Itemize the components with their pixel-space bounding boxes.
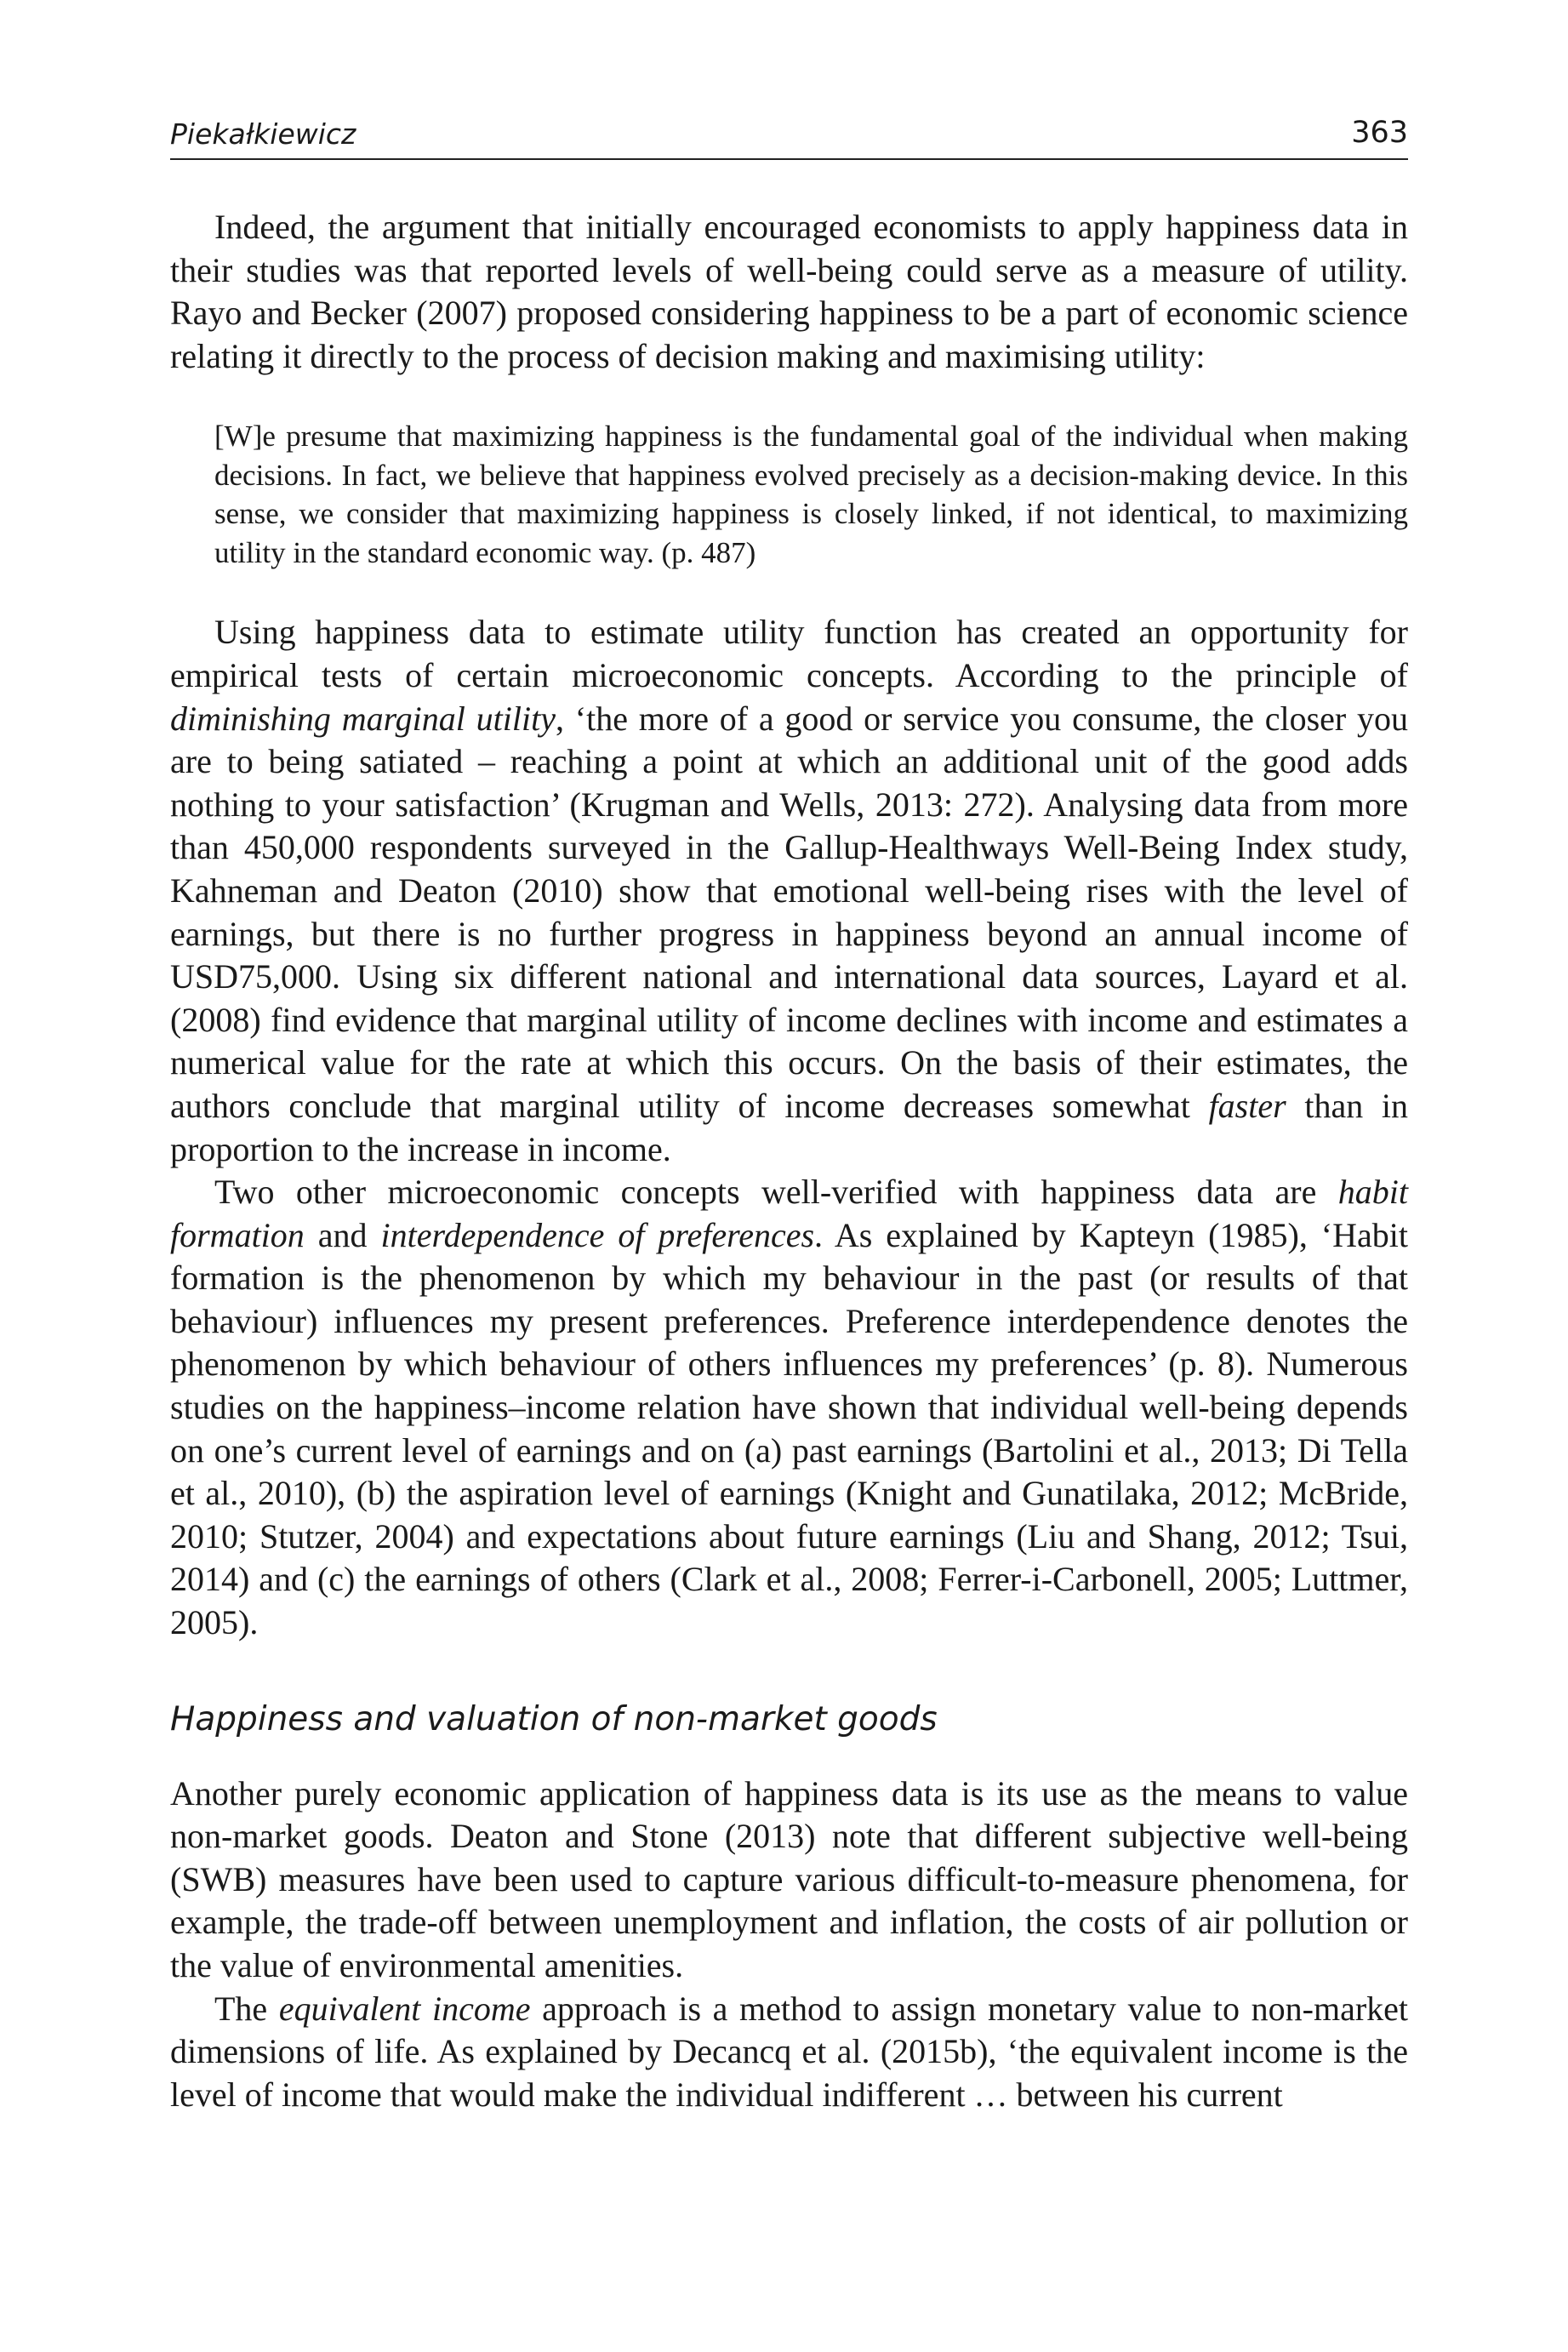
page-number: 363 xyxy=(1351,116,1408,150)
paragraph-3-text-a: Two other microeconomic concepts well-verified with happiness data are xyxy=(214,1173,1338,1212)
paragraph-3-text-b: and xyxy=(304,1215,381,1254)
paragraph-3 xyxy=(170,1171,1408,1645)
paragraph-2-text-b: , ‘the more of a good or service you consume, the closer you are to being satiated – reaching a point at which an additional unit of the good adds nothing to your satisfaction’ (Krugman and Wells, 2013: 272). Analysing data from more than 450,000 respondents surveyed in the Gallup-Healthways Well-Being Index study, Kahneman and Deaton (2010) show that emotional well-being rises with the level of earnings, but there is no further progress in happiness beyond an annual income of USD75,000. Using six different national and international data sources, Layard et al. (2008) find evidence that marginal utility of income declines with income and estimates a numerical value for the rate at which this occurs. On the basis of their estimates, the authors conclude that marginal utility of income decreases somewhat xyxy=(170,699,1409,1125)
term-interdependence-of-preferences: interdependence of preferences xyxy=(380,1215,815,1254)
term-equivalent-income: equivalent income xyxy=(278,1989,531,2028)
paragraph-1: Indeed, the argument that initially encouraged economists to apply happiness data in their studies was that reported levels of well-being could serve as a measure of utility. Rayo and Becker (2007) proposed considering happiness to be a part of economic science relating it directly to the process of decision making and maximising utility: xyxy=(170,208,1408,375)
paragraph-4: Another purely economic application of happiness data is its use as the means to value non-market goods. Deaton and Stone (2013) note that different subjective well-being (SWB) measures have been used to capture various difficult-to-measure phenomena, for example, the trade-off between unemployment and inflation, the costs of air pollution or the value of environmental amenities. xyxy=(170,1773,1408,1984)
paragraph-5-text-a: The xyxy=(214,1989,279,2028)
paragraph-2 xyxy=(170,611,1408,1171)
paragraph-3-text-c: . As explained by Kapteyn (1985), ‘Habit formation is the phenomenon by which my behaviour in the past (or results of that behaviour) influences my present preferences. Preference interdependence denotes the phenomenon by which behaviour of others influences my preferences’ (p. 8). Numerous studies on the happiness–income relation have shown that individual well-being depends on one’s current level of earnings and on (a) past earnings (Bartolini et al., 2013; Di Tella et al., 2010), (b) the aspiration level of earnings (Knight and Gunatilaka, 2012; McBride, 2010; Stutzer, 2004) and expectations about future earnings (Liu and Shang, 2012; Tsui, 2014) and (c) the earnings of others (Clark et al., 2008; Ferrer-i-Carbonell, 2005; Luttmer, 2005). xyxy=(170,1215,1408,1642)
emphasis-faster: faster xyxy=(1208,1086,1286,1125)
term-habit-formation: habit formation xyxy=(170,1173,1408,1254)
block-quote: [W]e presume that maximizing happiness is the fundamental goal of the individual when making decisions. In fact, we believe that happiness evolved precisely as a decision-making device. In this sense, we consider that maximizing happiness is closely linked, if not identical, to maximizing utility in the standard economic way. (p. 487) xyxy=(214,420,1408,569)
running-header xyxy=(170,114,1408,160)
section-heading: Happiness and valuation of non-market goods xyxy=(170,1699,938,1738)
running-head-author: Piekałkiewicz xyxy=(170,117,356,151)
paragraph-5 xyxy=(170,1988,1408,2117)
term-diminishing-marginal-utility: diminishing marginal utility xyxy=(170,699,556,738)
paragraph-5-text-b: approach is a method to assign monetary value to non-market dimensions of life. As explained by Decancq et al. (2015b), ‘the equivalent income is the level of income that would make the individual indifferent … between his current xyxy=(170,1989,1409,2114)
paragraph-2-text-a: Using happiness data to estimate utility function has created an opportunity for empirical tests of certain microeconomic concepts. According to the principle of xyxy=(170,613,1408,694)
body-text xyxy=(170,206,1408,2116)
paragraph-2-text-c: than in proportion to the increase in income. xyxy=(170,1086,1408,1168)
